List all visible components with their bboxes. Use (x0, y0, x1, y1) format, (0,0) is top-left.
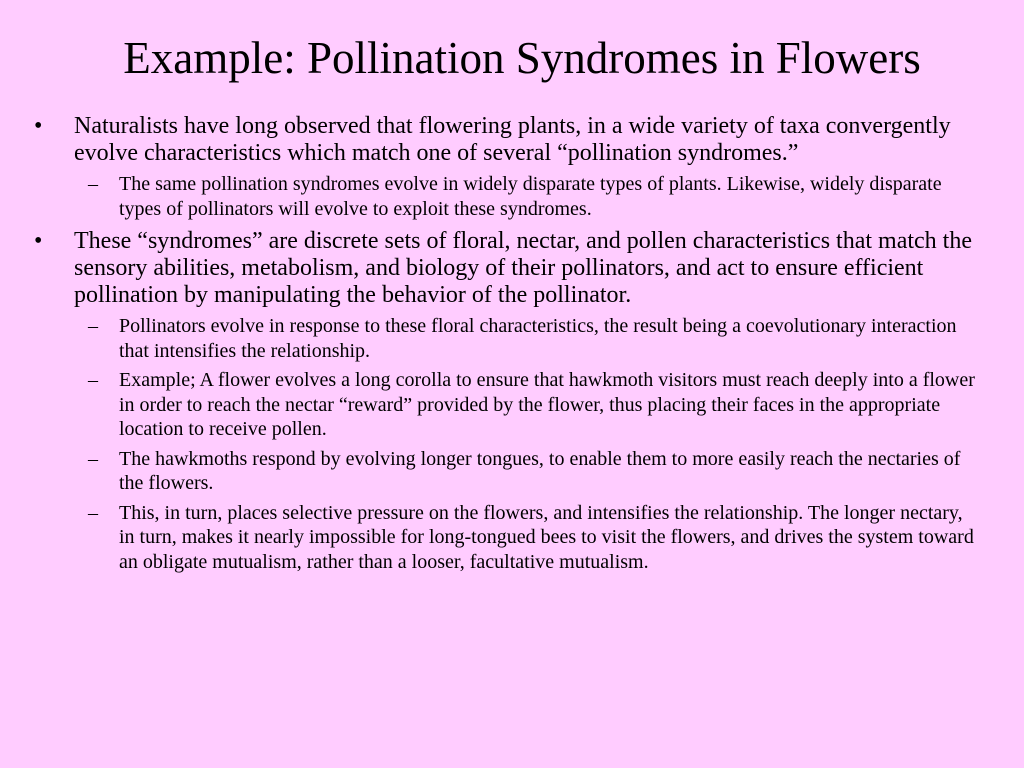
slide-body (34, 113, 982, 574)
bullet-1-text: Naturalists have long observed that flowering plants, in a wide variety of taxa convergently evolve characteristics which match one of several “pollination syndromes.” (74, 113, 951, 166)
bullet-2-sub-3 (34, 447, 982, 496)
sub-bullet-marker: – (88, 173, 98, 195)
sub-bullet-marker: – (88, 447, 98, 470)
sub-bullet-marker: – (88, 369, 98, 391)
bullet-2-sub-2 (34, 368, 982, 442)
bullet-marker: • (34, 113, 43, 139)
bullet-1-sub-1-text: The same pollination syndromes evolve in widely disparate types of plants. Likewise, widely disparate types of pollinators will evolve to exploit these syndromes. (119, 173, 942, 220)
sub-bullet-marker: – (88, 315, 98, 337)
bullet-1 (34, 113, 982, 167)
slide-title: Example: Pollination Syndromes in Flowers (123, 33, 921, 83)
bullet-2-sub-4-text: This, in turn, places selective pressure on the flowers, and intensifies the relationship. The longer nectary, in turn, makes it nearly impossible for long-tongued bees to visit the flowers, and drives the system toward an obligate mutualism, rather than a looser, facultative mutualism. (119, 501, 974, 573)
bullet-2-sub-1-text: Pollinators evolve in response to these floral characteristics, the result being a coevolutionary interaction that intensifies the relationship. (119, 315, 957, 362)
sub-bullet-marker: – (88, 501, 98, 524)
bullet-2 (34, 228, 982, 309)
bullet-1-sub-1 (34, 172, 982, 221)
bullet-2-text: These “syndromes” are discrete sets of floral, nectar, and pollen characteristics that match the sensory abilities, metabolism, and biology of their pollinators, and act to ensure efficient pollination by manipulating the behavior of the pollinator. (74, 228, 972, 308)
bullet-2-sub-4 (34, 501, 982, 575)
bullet-marker: • (34, 228, 43, 254)
bullet-2-sub-3-text: The hawkmoths respond by evolving longer tongues, to enable them to more easily reach the nectaries of the flowers. (119, 447, 961, 494)
bullet-2-sub-2-text: Example; A flower evolves a long corolla to ensure that hawkmoth visitors must reach deeply into a flower in order to reach the nectar “reward” provided by the flower, thus placing their faces in the appropriate location to receive pollen. (119, 369, 975, 440)
bullet-2-sub-1 (34, 314, 982, 363)
